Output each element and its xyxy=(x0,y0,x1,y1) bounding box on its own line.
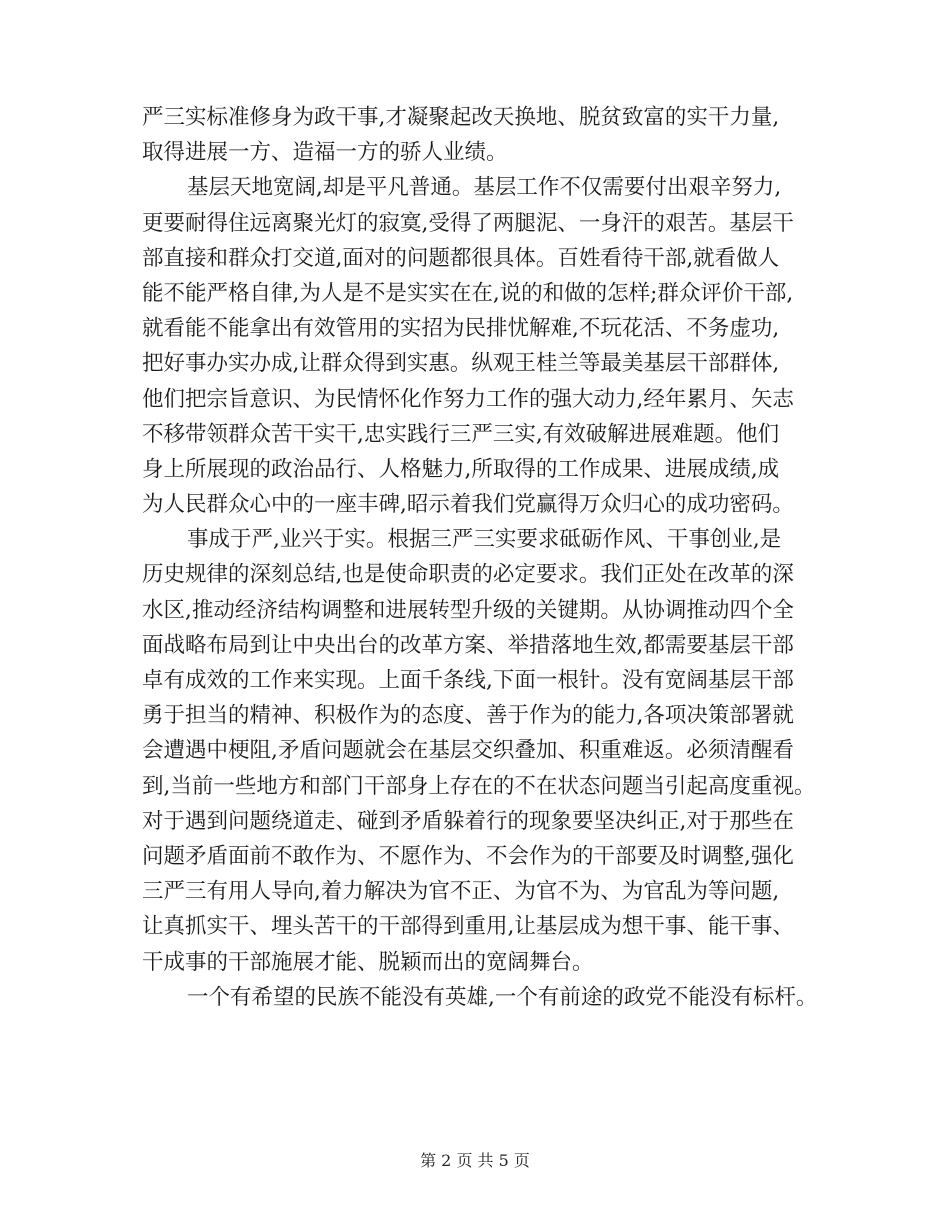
text-line: 不移带领群众苦干实干,忠实践行三严三实,有效破解进展难题。他们 xyxy=(142,421,780,447)
text-line: 勇于担当的精神、积极作为的态度、善于作为的能力,各项决策部署就 xyxy=(142,703,794,729)
text-line: 事成于严,业兴于实。根据三严三实要求砥砺作风、干事创业,是 xyxy=(187,527,782,553)
text-line: 干成事的干部施展才能、脱颖而出的宽阔舞台。 xyxy=(142,949,594,975)
text-line: 到,当前一些地方和部门干部身上存在的不在状态问题当引起高度重视。 xyxy=(142,773,816,799)
text-line: 把好事办实办成,让群众得到实惠。纵观王桂兰等最美基层干部群体, xyxy=(142,351,780,377)
text-line: 历史规律的深刻总结,也是使命职责的必定要求。我们正处在改革的深 xyxy=(142,562,794,588)
text-line: 让真抓实干、埋头苦干的干部得到重用,让基层成为想干事、能干事、 xyxy=(142,914,794,940)
text-line: 他们把宗旨意识、为民情怀化作努力工作的强大动力,经年累月、矢志 xyxy=(142,386,794,412)
text-line: 部直接和群众打交道,面对的问题都很具体。百姓看待干部,就看做人 xyxy=(142,245,780,271)
text-line: 取得进展一方、造福一方的骄人业绩。 xyxy=(142,140,508,166)
text-line: 面战略布局到让中央出台的改革方案、举措落地生效,都需要基层干部 xyxy=(142,632,794,658)
text-line: 三严三有用人导向,着力解决为官不正、为官不为、为官乱为等问题, xyxy=(142,879,780,905)
text-line: 对于遇到问题绕道走、碰到矛盾躲着行的现象要坚决纠正,对于那些在 xyxy=(142,808,794,834)
text-line: 水区,推动经济结构调整和进展转型升级的关键期。从协调推动四个全 xyxy=(142,597,794,623)
text-line: 严三实标准修身为政干事,才凝聚起改天换地、脱贫致富的实干力量, xyxy=(142,105,780,130)
text-line: 为人民群众心中的一座丰碑,昭示着我们党赢得万众归心的成功密码。 xyxy=(142,492,794,518)
text-line: 更要耐得住远离聚光灯的寂寞,受得了两腿泥、一身汗的艰苦。基层干 xyxy=(142,210,794,236)
text-line: 卓有成效的工作来实现。上面千条线,下面一根针。没有宽阔基层干部 xyxy=(142,668,794,693)
text-line: 就看能不能拿出有效管用的实招为民排忧解难,不玩花活、不务虚功, xyxy=(142,316,780,342)
text-line: 基层天地宽阔,却是平凡普通。基层工作不仅需要付出艰辛努力, xyxy=(187,175,782,201)
text-line: 一个有希望的民族不能没有英雄,一个有前途的政党不能没有标杆。 xyxy=(187,984,818,1010)
text-line: 身上所展现的政治品行、人格魅力,所取得的工作成果、进展成绩,成 xyxy=(142,456,780,482)
text-line: 问题矛盾面前不敢作为、不愿作为、不会作为的干部要及时调整,强化 xyxy=(142,843,794,869)
body-text xyxy=(142,100,842,1015)
text-line: 能不能严格自律,为人是不是实实在在,说的和做的怎样;群众评价干部, xyxy=(142,280,794,306)
page-footer: 第 2 页 共 5 页 xyxy=(420,1151,530,1170)
text-line: 会遭遇中梗阻,矛盾问题就会在基层交织叠加、积重难返。必须清醒看 xyxy=(142,738,794,764)
